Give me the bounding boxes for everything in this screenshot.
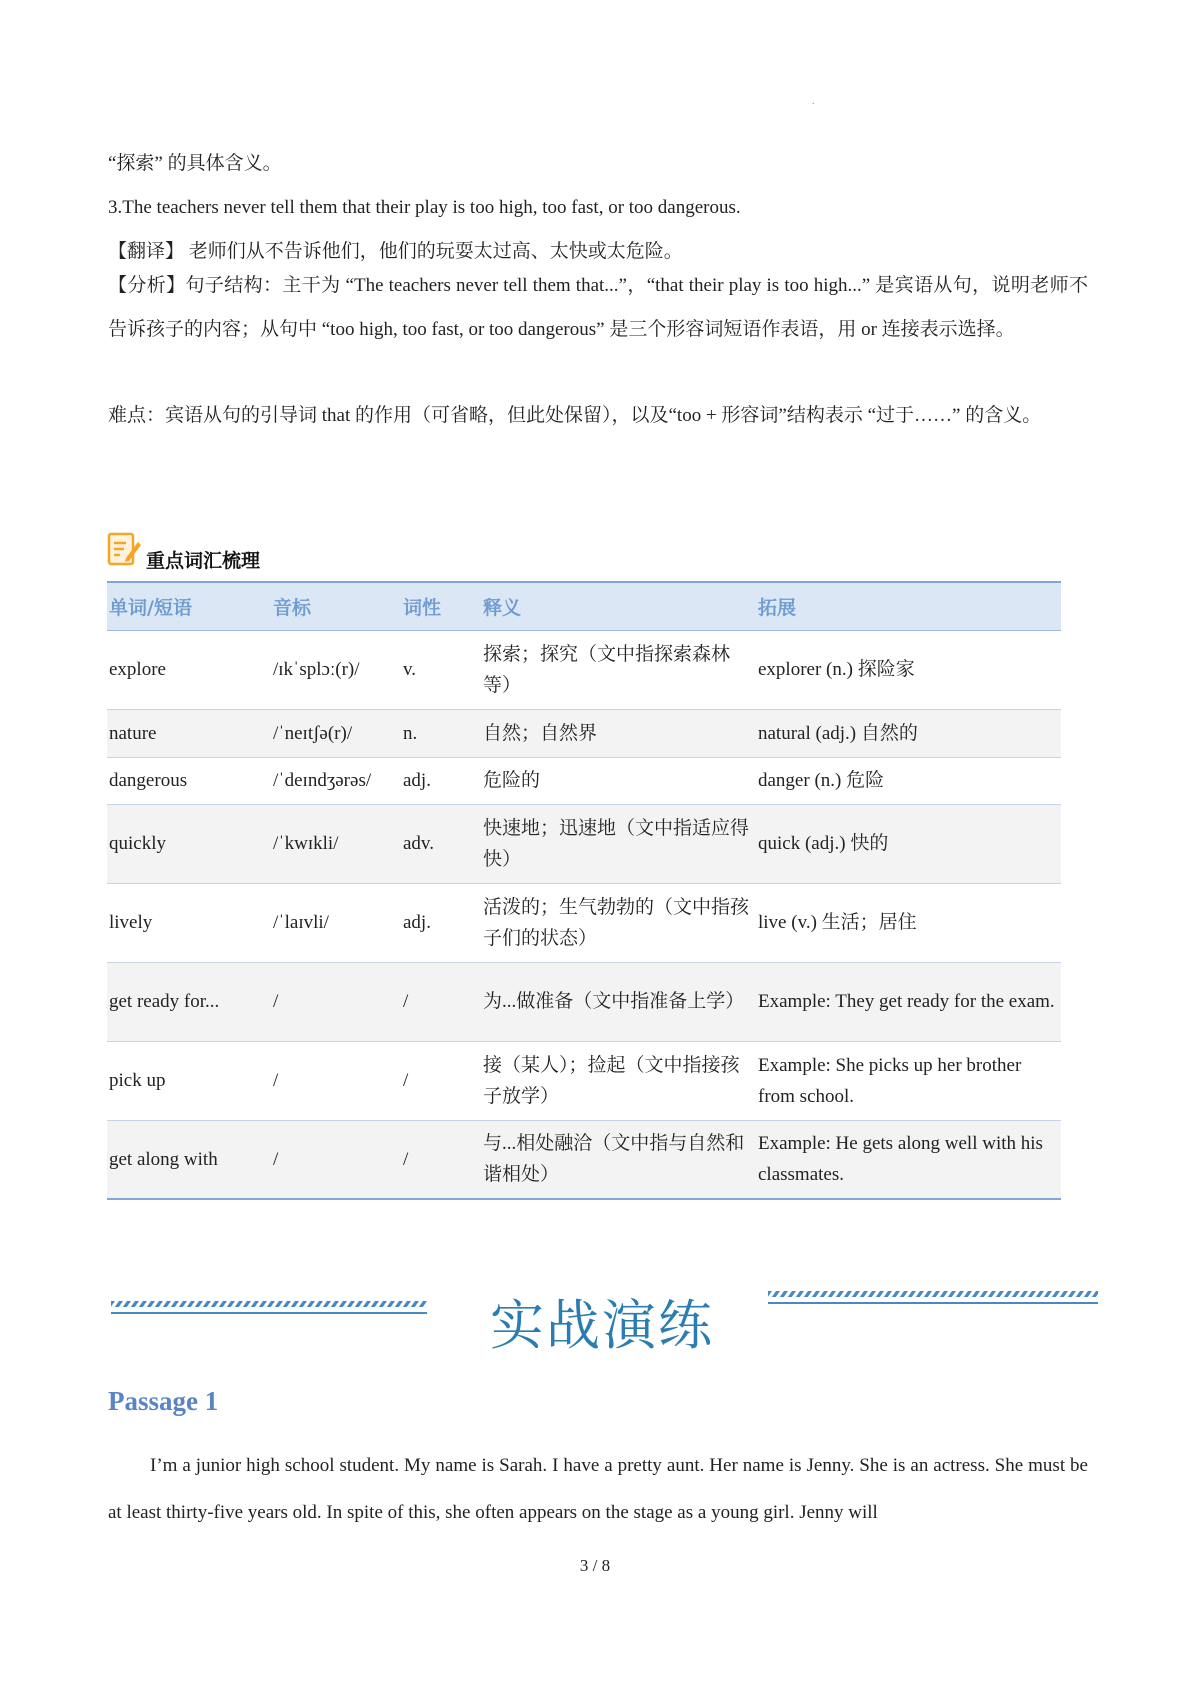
cell-pos: adj.	[403, 912, 431, 933]
vocab-section-title: 重点词汇梳理	[146, 550, 261, 572]
cell-meaning: 探索；探究（文中指探索森林等）	[483, 643, 731, 696]
table-row	[107, 709, 1061, 757]
decorative-stripe-left	[111, 1301, 427, 1317]
analysis-paragraph: 【分析】句子结构：主干为 “The teachers never tell them that...”，“that their play is too high...” 是宾语从句，说明老师不告诉孩子的内容；从句中 “too high, too fast, or too dangerous” 是三个形容词短语作表语，用 or 连接表示选择。	[108, 275, 1088, 340]
vocab-table	[107, 581, 1061, 1200]
notepad-pen-icon	[106, 528, 142, 568]
passage-text: I’m a junior high school student. My name is Sarah. I have a pretty aunt. Her name is Jenny. She is an actress. She must be at least thirty-five years old. In spite of this, she often appears on the stage as a young girl. Jenny will	[108, 1455, 1088, 1523]
cell-phonetic: /ɪkˈsplɔː(r)/	[273, 659, 360, 680]
cell-pos: /	[403, 991, 409, 1012]
table-row	[107, 630, 1061, 709]
table-row	[107, 757, 1061, 804]
header-dot: .	[812, 96, 815, 107]
cell-extension: danger (n.) 危险	[758, 770, 885, 791]
header-word: 单词/短语	[109, 596, 192, 619]
cell-extension: natural (adj.) 自然的	[758, 722, 918, 744]
table-row	[107, 1041, 1061, 1120]
cell-word: quickly	[109, 833, 166, 854]
header-pos: 词性	[403, 596, 442, 619]
cell-word: get ready for...	[109, 991, 220, 1012]
cell-extension: live (v.) 生活；居住	[758, 912, 917, 933]
cell-phonetic: /ˈkwɪkli/	[273, 833, 339, 854]
table-row	[107, 962, 1061, 1041]
cell-extension: Example: She picks up her brother from school.	[758, 1054, 1022, 1107]
cell-pos: n.	[403, 722, 418, 744]
table-row	[107, 804, 1061, 883]
table-row	[107, 1120, 1061, 1199]
cell-meaning: 快速地；迅速地（文中指适应得快）	[483, 817, 750, 870]
cell-extension: explorer (n.) 探险家	[758, 659, 915, 680]
cell-pos: /	[403, 1148, 409, 1170]
table-row	[107, 883, 1061, 962]
header-extension: 拓展	[758, 596, 797, 619]
cell-word: explore	[109, 659, 166, 680]
intro-line-1: “探索” 的具体含义。	[108, 153, 282, 174]
difficulty-paragraph: 难点：宾语从句的引导词 that 的作用（可省略，但此处保留），以及“too + 形容词”结构表示 “过于……” 的含义。	[108, 405, 1042, 426]
cell-word: dangerous	[109, 770, 188, 791]
cell-phonetic: /	[273, 1070, 279, 1091]
cell-pos: v.	[403, 659, 417, 680]
cell-meaning: 为...做准备（文中指准备上学）	[483, 991, 745, 1012]
cell-meaning: 与...相处融洽（文中指与自然和谐相处）	[483, 1133, 745, 1186]
cell-meaning: 自然；自然界	[483, 722, 598, 744]
cell-meaning: 活泼的；生气勃勃的（文中指孩子们的状态）	[483, 896, 750, 949]
vocab-table-header	[107, 582, 1061, 630]
header-meaning: 释义	[483, 596, 522, 619]
cell-pos: adj.	[403, 770, 431, 791]
cell-extension: Example: They get ready for the exam.	[758, 991, 1055, 1012]
cell-phonetic: /	[273, 1148, 279, 1170]
cell-phonetic: /ˈdeɪndʒərəs/	[273, 770, 372, 791]
practice-section-title: 实战演练	[490, 1294, 714, 1357]
cell-word: lively	[109, 912, 153, 933]
practice-section-banner	[108, 1290, 1098, 1370]
cell-meaning: 接（某人）；捡起（文中指接孩子放学）	[483, 1054, 740, 1107]
page-number: 3 / 8	[579, 1556, 611, 1575]
translation-line: 【翻译】 老师们从不告诉他们，他们的玩耍太过高、太快或太危险。	[108, 241, 683, 262]
cell-word: get along with	[109, 1148, 218, 1170]
cell-word: pick up	[109, 1070, 166, 1091]
cell-phonetic: /	[273, 991, 279, 1012]
cell-phonetic: /ˈlaɪvli/	[273, 912, 329, 933]
cell-phonetic: /ˈneɪtʃə(r)/	[273, 722, 353, 744]
cell-extension: quick (adj.) 快的	[758, 833, 889, 854]
decorative-stripe-right	[768, 1291, 1098, 1307]
cell-extension: Example: He gets along well with his classmates.	[758, 1133, 1043, 1186]
header-phonetic: 音标	[273, 596, 312, 619]
passage-title: Passage 1	[108, 1386, 219, 1416]
cell-meaning: 危险的	[483, 770, 541, 791]
vocab-section-heading	[106, 526, 506, 570]
cell-word: nature	[109, 722, 157, 744]
example-sentence-3: 3.The teachers never tell them that their play is too high, too fast, or too dangerous.	[108, 197, 741, 218]
cell-pos: adv.	[403, 833, 434, 854]
cell-pos: /	[403, 1070, 409, 1091]
